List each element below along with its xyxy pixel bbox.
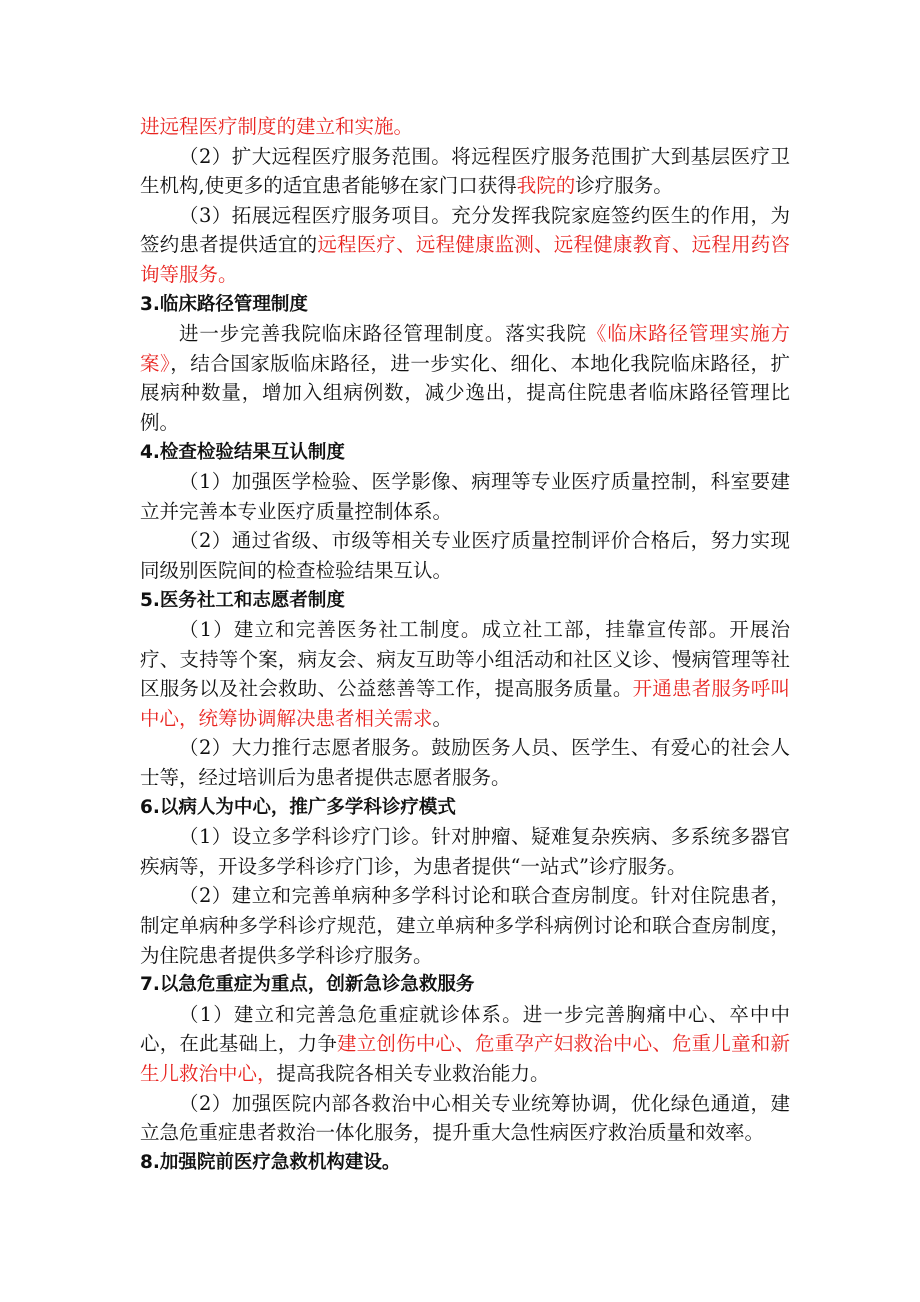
text-run: 6.以病人为中心，推广多学科诊疗模式 <box>140 796 456 818</box>
document-body <box>140 112 790 1177</box>
text-run: 8.加强院前医疗急救机构建设。 <box>140 1151 401 1173</box>
section-heading <box>140 1148 790 1178</box>
text-run: 4.检查检验结果互认制度 <box>140 441 345 463</box>
text-run: （2）扩大远程医疗服务范围。将远程医疗服务范围扩大到基层医疗卫生机构,使更多的适宜患者能够在家门口获得 <box>140 144 790 198</box>
paragraph <box>140 467 790 526</box>
paragraph <box>140 526 790 585</box>
paragraph <box>140 112 790 142</box>
paragraph <box>140 881 790 970</box>
text-run: （2）大力推行志愿者服务。鼓励医务人员、医学生、有爱心的社会人士等，经过培训后为患者提供志愿者服务。 <box>140 736 790 790</box>
text-run: 7.以急危重症为重点，创新急诊急救服务 <box>140 974 475 996</box>
paragraph <box>140 1000 790 1089</box>
text-run: 进一步完善我院临床路径管理制度。落实我院 <box>179 322 587 346</box>
highlighted-text: 我院的 <box>516 174 576 198</box>
paragraph <box>140 1089 790 1148</box>
highlighted-text: 进远程医疗制度的建立和实施。 <box>140 115 414 138</box>
paragraph <box>140 822 790 881</box>
paragraph <box>140 733 790 792</box>
text-run: （1）设立多学科诊疗门诊。针对肿瘤、疑难复杂疾病、多系统多器官疾病等，开设多学科诊疗门诊，为患者提供“一站式”诊疗服务。 <box>140 825 790 878</box>
text-run: 5.医务社工和志愿者制度 <box>140 589 345 611</box>
text-run: （2）通过省级、市级等相关专业医疗质量控制评价合格后，努力实现同级别医院间的检查检验结果互认。 <box>140 529 790 582</box>
paragraph <box>140 201 790 290</box>
paragraph <box>140 615 790 733</box>
highlighted-text: 《临床路径管理实施方案》 <box>140 322 790 375</box>
section-heading <box>140 793 790 823</box>
text-run: （3）拓展远程医疗服务项目。充分发挥我院家庭签约医生的作用，为签约患者提供适宜的 <box>140 203 790 257</box>
text-run: 3.临床路径管理制度 <box>140 293 308 315</box>
paragraph <box>140 319 790 437</box>
section-heading <box>140 290 790 320</box>
section-heading <box>140 438 790 468</box>
text-run: （1）建立和完善急危重症就诊体系。进一步完善胸痛中心、卒中中心，在此基础上，力争 <box>140 1002 790 1056</box>
paragraph <box>140 142 790 201</box>
text-run: （1）建立和完善医务社工制度。成立社工部，挂靠宣传部。开展治疗、支持等个案，病友会、病友互助等小组活动和社区义诊、慢病管理等社区服务以及社会救助、公益慈善等工作，提高服务质量。 <box>140 618 790 701</box>
text-run: 诊疗服务。 <box>575 174 673 198</box>
highlighted-text: 建立创伤中心、危重孕产妇救治中心、危重儿童和新生儿救治中心， <box>140 1032 790 1085</box>
text-run: （2）加强医院内部各救治中心相关专业统筹协调，优化绿色通道，建立急危重症患者救治一体化服务，提升重大急性病医疗救治质量和效率。 <box>140 1091 790 1145</box>
text-run: 。 <box>432 706 453 730</box>
highlighted-text: 远程医疗、远程健康监测、远程健康教育、远程用药咨询等服务。 <box>140 233 790 286</box>
text-run: （2）建立和完善单病种多学科讨论和联合查房制度。针对住院患者，制定单病种多学科诊疗规范，建立单病种多学科病例讨论和联合查房制度，为住院患者提供多学科诊疗服务。 <box>140 884 790 967</box>
text-run: （1）加强医学检验、医学影像、病理等专业医疗质量控制，科室要建立并完善本专业医疗质量控制体系。 <box>140 470 790 523</box>
highlighted-text: 开通患者服务呼叫中心，统筹协调解决患者相关需求 <box>140 677 790 730</box>
section-heading <box>140 970 790 1000</box>
text-run: ，结合国家版临床路径，进一步实化、细化、本地化我院临床路径，扩展病种数量，增加入组病例数，减少逸出，提高住院患者临床路径管理比例。 <box>140 351 790 434</box>
section-heading <box>140 586 790 616</box>
text-run: 提高我院各相关专业救治能力。 <box>276 1062 550 1085</box>
